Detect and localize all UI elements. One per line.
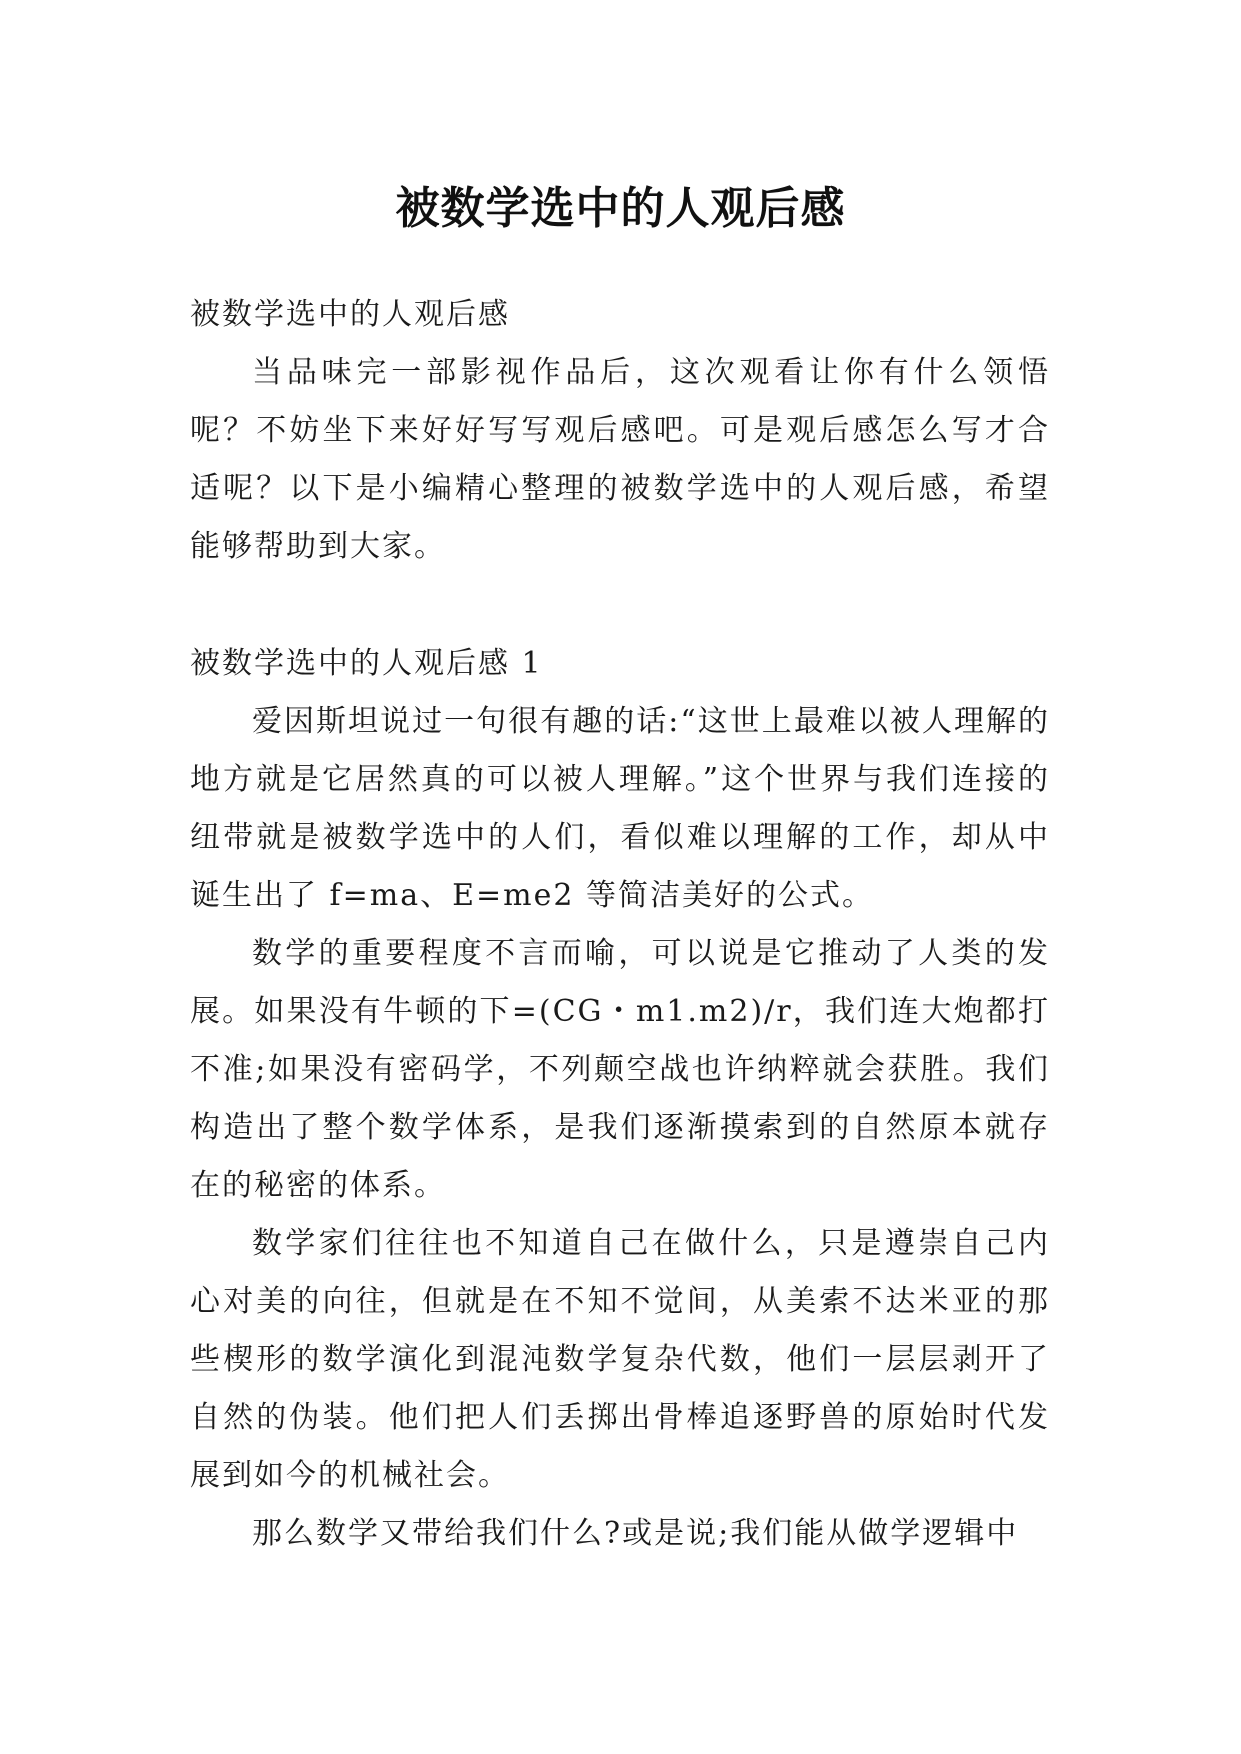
intro-paragraph: 当品味完一部影视作品后，这次观看让你有什么领悟呢？不妨坐下来好好写写观后感吧。可是观后感怎么写才合适呢？以下是小编精心整理的被数学选中的人观后感，希望能够帮助到大家。 [190, 355, 1050, 564]
document-title: 被数学选中的人观后感 [395, 183, 846, 235]
section-paragraph: 那么数学又带给我们什么?或是说;我们能从做学逻辑中 [252, 1516, 1019, 1551]
intro-block [190, 286, 1050, 576]
section-1 [190, 635, 1050, 1563]
section-paragraph: 数学家们往往也不知道自己在做什么，只是遵崇自己内心对美的向往，但就是在不知不觉间，从美索不达米亚的那些楔形的数学演化到混沌数学复杂代数，他们一层层剥开了自然的伪装。他们把人们丢掷出骨棒追逐野兽的原始时代发展到如今的机械社会。 [190, 1226, 1050, 1493]
section-paragraph: 爱因斯坦说过一句很有趣的话:“这世上最难以被人理解的地方就是它居然真的可以被人理解。”这个世界与我们连接的纽带就是被数学选中的人们，看似难以理解的工作，却从中诞生出了 f=ma、E=me2 等简洁美好的公式。 [190, 704, 1050, 913]
intro-subtitle: 被数学选中的人观后感 [190, 297, 510, 332]
section-heading: 被数学选中的人观后感 1 [190, 646, 543, 681]
section-paragraph: 数学的重要程度不言而喻，可以说是它推动了人类的发展。如果没有牛顿的下=(CG・m1.m2)/r，我们连大炮都打不准;如果没有密码学，不列颠空战也许纳粹就会获胜。我们构造出了整个数学体系，是我们逐渐摸索到的自然原本就存在的秘密的体系。 [190, 936, 1050, 1203]
